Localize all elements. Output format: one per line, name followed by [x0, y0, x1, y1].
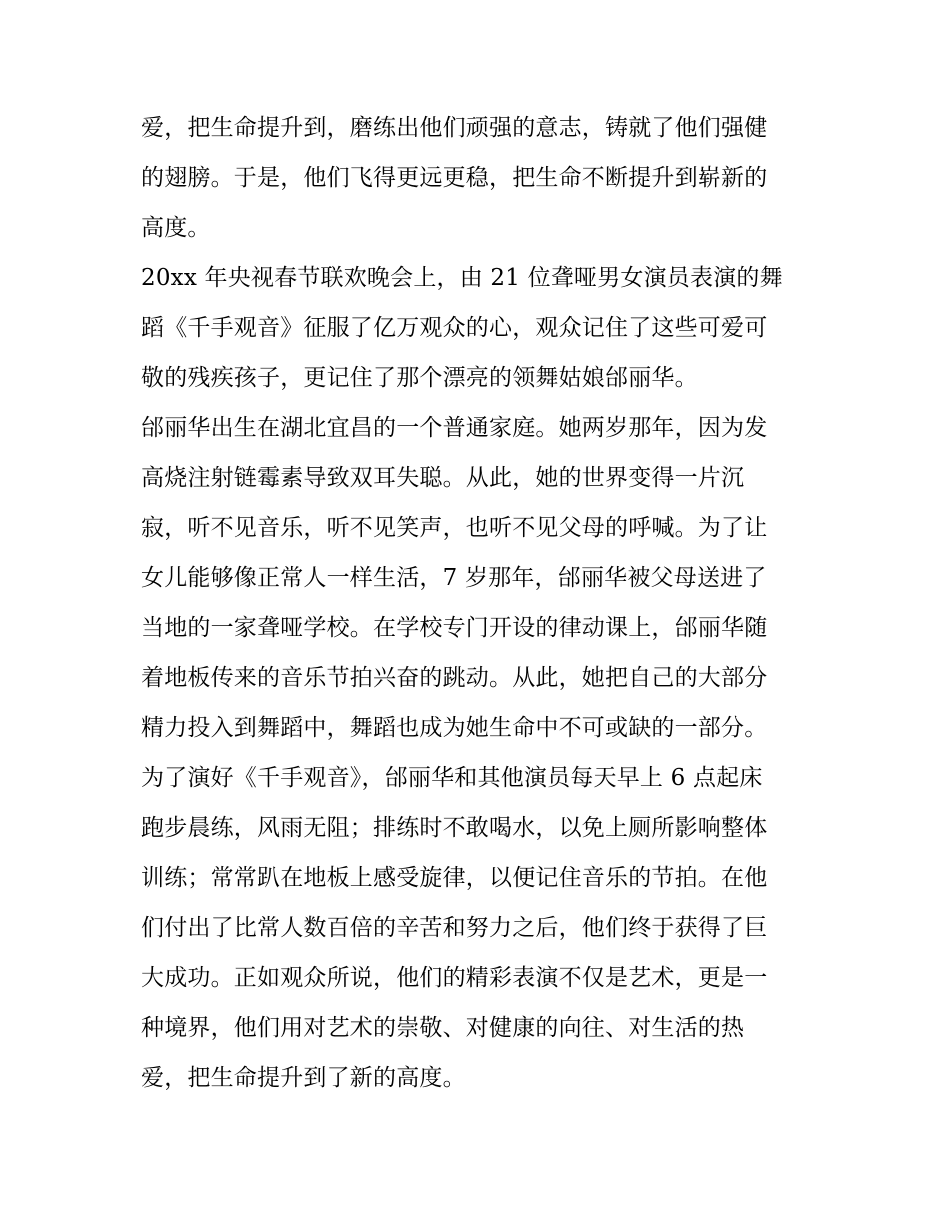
text-line: 敬的残疾孩子，更记住了那个漂亮的领舞姑娘邰丽华。 [141, 365, 698, 391]
text-line: 种境界，他们用对艺术的崇敬、对健康的向往、对生活的热 [141, 1015, 745, 1041]
text-line: 寂，听不见音乐，听不见笑声，也听不见父母的呼喊。为了让 [141, 515, 768, 541]
text-line: 为了演好《千手观音》，邰丽华和其他演员每天早上 6 点起床 [141, 765, 763, 791]
text-line: 跑步晨练，风雨无阻；排练时不敢喝水，以免上厕所影响整体 [141, 815, 768, 841]
text-line: 邰丽华出生在湖北宜昌的一个普通家庭。她两岁那年，因为发 [141, 415, 768, 441]
paragraph-1 [141, 103, 813, 253]
text-line: 训练；常常趴在地板上感受旋律，以便记住音乐的节拍。在他 [141, 865, 768, 891]
text-line: 们付出了比常人数百倍的辛苦和努力之后，他们终于获得了巨 [141, 915, 768, 941]
text-line: 高烧注射链霉素导致双耳失聪。从此，她的世界变得一片沉 [141, 465, 745, 491]
paragraph-3 [141, 403, 813, 753]
text-line: 爱，把生命提升到，磨练出他们顽强的意志，铸就了他们强健 [141, 115, 768, 141]
text-line: 蹈《千手观音》征服了亿万观众的心，观众记住了这些可爱可 [141, 315, 768, 341]
text-line: 着地板传来的音乐节拍兴奋的跳动。从此，她把自己的大部分 [141, 665, 768, 691]
text-line: 女儿能够像正常人一样生活，7 岁那年，邰丽华被父母送进了 [141, 565, 767, 591]
document-page [141, 103, 813, 1103]
text-line: 高度。 [141, 215, 211, 241]
text-line: 当地的一家聋哑学校。在学校专门开设的律动课上，邰丽华随 [141, 615, 768, 641]
paragraph-4 [141, 753, 813, 1103]
paragraph-2 [141, 253, 813, 403]
text-line: 爱，把生命提升到了新的高度。 [141, 1065, 466, 1091]
text-line: 20xx 年央视春节联欢晚会上，由 21 位聋哑男女演员表演的舞 [141, 265, 783, 291]
text-line: 的翅膀。于是，他们飞得更远更稳，把生命不断提升到崭新的 [141, 165, 768, 191]
text-line: 大成功。正如观众所说，他们的精彩表演不仅是艺术，更是一 [141, 965, 768, 991]
text-line: 精力投入到舞蹈中，舞蹈也成为她生命中不可或缺的一部分。 [141, 715, 768, 741]
